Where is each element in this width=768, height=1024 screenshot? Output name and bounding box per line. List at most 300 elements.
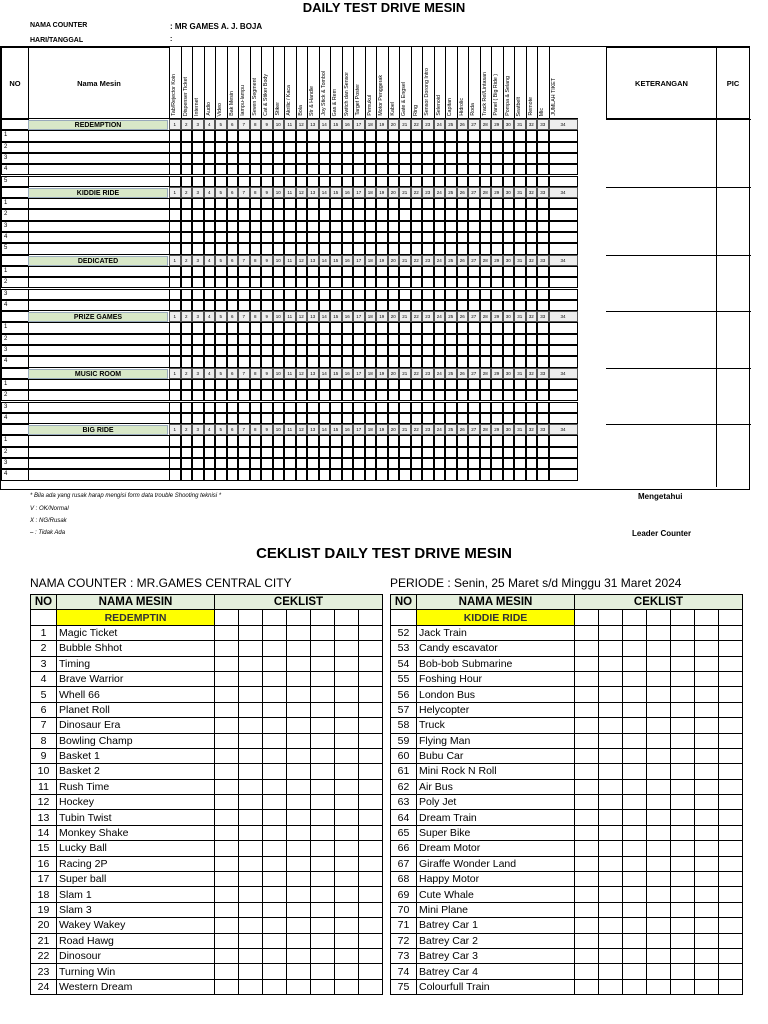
check-cell[interactable]	[599, 641, 623, 656]
check-cell[interactable]	[215, 933, 239, 948]
check-cell[interactable]	[307, 356, 319, 367]
check-cell[interactable]	[480, 469, 492, 480]
check-cell[interactable]	[296, 447, 308, 458]
check-cell[interactable]	[376, 221, 388, 232]
check-cell[interactable]	[311, 687, 335, 702]
check-cell[interactable]	[575, 641, 599, 656]
check-cell[interactable]	[503, 447, 515, 458]
check-cell[interactable]	[549, 322, 578, 333]
check-cell[interactable]	[411, 469, 423, 480]
check-cell[interactable]	[671, 656, 695, 671]
check-cell[interactable]	[263, 887, 287, 902]
check-cell[interactable]	[599, 764, 623, 779]
check-cell[interactable]	[287, 918, 311, 933]
check-cell[interactable]	[695, 979, 719, 994]
check-cell[interactable]	[647, 979, 671, 994]
check-cell[interactable]	[671, 687, 695, 702]
check-cell[interactable]	[468, 413, 480, 424]
machine-name-cell[interactable]	[28, 289, 170, 300]
check-cell[interactable]	[376, 356, 388, 367]
check-cell[interactable]	[330, 232, 342, 243]
check-cell[interactable]	[335, 872, 359, 887]
check-cell[interactable]	[388, 176, 400, 187]
check-cell[interactable]	[647, 702, 671, 717]
check-cell[interactable]	[192, 379, 204, 390]
check-cell[interactable]	[169, 198, 181, 209]
check-cell[interactable]	[215, 289, 227, 300]
check-cell[interactable]	[284, 402, 296, 413]
check-cell[interactable]	[623, 702, 647, 717]
check-cell[interactable]	[422, 164, 434, 175]
check-cell[interactable]	[376, 345, 388, 356]
check-cell[interactable]	[239, 610, 263, 625]
check-cell[interactable]	[239, 687, 263, 702]
check-cell[interactable]	[169, 209, 181, 220]
check-cell[interactable]	[284, 243, 296, 254]
check-cell[interactable]	[284, 153, 296, 164]
check-cell[interactable]	[181, 289, 193, 300]
check-cell[interactable]	[537, 176, 549, 187]
check-cell[interactable]	[445, 334, 457, 345]
check-cell[interactable]	[330, 458, 342, 469]
check-cell[interactable]	[671, 625, 695, 640]
check-cell[interactable]	[342, 402, 354, 413]
check-cell[interactable]	[376, 413, 388, 424]
check-cell[interactable]	[575, 979, 599, 994]
check-cell[interactable]	[376, 390, 388, 401]
machine-name-cell[interactable]	[28, 435, 170, 446]
check-cell[interactable]	[514, 413, 526, 424]
check-cell[interactable]	[388, 447, 400, 458]
check-cell[interactable]	[296, 209, 308, 220]
check-cell[interactable]	[263, 948, 287, 963]
check-cell[interactable]	[192, 243, 204, 254]
check-cell[interactable]	[204, 130, 216, 141]
check-cell[interactable]	[388, 300, 400, 311]
check-cell[interactable]	[526, 221, 538, 232]
check-cell[interactable]	[623, 948, 647, 963]
check-cell[interactable]	[719, 687, 743, 702]
check-cell[interactable]	[181, 402, 193, 413]
check-cell[interactable]	[623, 610, 647, 625]
check-cell[interactable]	[575, 887, 599, 902]
check-cell[interactable]	[238, 130, 250, 141]
check-cell[interactable]	[192, 345, 204, 356]
check-cell[interactable]	[353, 176, 365, 187]
check-cell[interactable]	[365, 334, 377, 345]
check-cell[interactable]	[192, 221, 204, 232]
check-cell[interactable]	[296, 277, 308, 288]
check-cell[interactable]	[526, 345, 538, 356]
check-cell[interactable]	[353, 379, 365, 390]
check-cell[interactable]	[365, 300, 377, 311]
check-cell[interactable]	[388, 130, 400, 141]
check-cell[interactable]	[250, 300, 262, 311]
check-cell[interactable]	[284, 458, 296, 469]
check-cell[interactable]	[491, 153, 503, 164]
check-cell[interactable]	[491, 232, 503, 243]
check-cell[interactable]	[491, 402, 503, 413]
check-cell[interactable]	[411, 390, 423, 401]
check-cell[interactable]	[263, 656, 287, 671]
check-cell[interactable]	[480, 289, 492, 300]
check-cell[interactable]	[719, 702, 743, 717]
check-cell[interactable]	[287, 656, 311, 671]
check-cell[interactable]	[296, 300, 308, 311]
check-cell[interactable]	[342, 232, 354, 243]
check-cell[interactable]	[296, 345, 308, 356]
check-cell[interactable]	[491, 469, 503, 480]
check-cell[interactable]	[287, 964, 311, 979]
check-cell[interactable]	[434, 153, 446, 164]
check-cell[interactable]	[335, 948, 359, 963]
check-cell[interactable]	[238, 390, 250, 401]
check-cell[interactable]	[261, 413, 273, 424]
check-cell[interactable]	[296, 289, 308, 300]
check-cell[interactable]	[284, 142, 296, 153]
check-cell[interactable]	[376, 458, 388, 469]
check-cell[interactable]	[388, 289, 400, 300]
check-cell[interactable]	[526, 469, 538, 480]
check-cell[interactable]	[239, 641, 263, 656]
check-cell[interactable]	[388, 277, 400, 288]
check-cell[interactable]	[181, 300, 193, 311]
check-cell[interactable]	[169, 402, 181, 413]
check-cell[interactable]	[169, 322, 181, 333]
check-cell[interactable]	[311, 656, 335, 671]
check-cell[interactable]	[434, 164, 446, 175]
check-cell[interactable]	[192, 322, 204, 333]
check-cell[interactable]	[342, 300, 354, 311]
check-cell[interactable]	[480, 221, 492, 232]
check-cell[interactable]	[238, 322, 250, 333]
check-cell[interactable]	[365, 142, 377, 153]
check-cell[interactable]	[514, 153, 526, 164]
check-cell[interactable]	[169, 164, 181, 175]
check-cell[interactable]	[319, 458, 331, 469]
check-cell[interactable]	[491, 300, 503, 311]
check-cell[interactable]	[359, 748, 383, 763]
check-cell[interactable]	[457, 469, 469, 480]
check-cell[interactable]	[599, 856, 623, 871]
check-cell[interactable]	[671, 702, 695, 717]
check-cell[interactable]	[284, 379, 296, 390]
check-cell[interactable]	[537, 289, 549, 300]
check-cell[interactable]	[192, 277, 204, 288]
check-cell[interactable]	[411, 413, 423, 424]
check-cell[interactable]	[365, 469, 377, 480]
check-cell[interactable]	[335, 687, 359, 702]
check-cell[interactable]	[445, 164, 457, 175]
check-cell[interactable]	[445, 232, 457, 243]
check-cell[interactable]	[353, 153, 365, 164]
check-cell[interactable]	[204, 142, 216, 153]
check-cell[interactable]	[359, 625, 383, 640]
check-cell[interactable]	[575, 918, 599, 933]
check-cell[interactable]	[215, 458, 227, 469]
check-cell[interactable]	[342, 221, 354, 232]
check-cell[interactable]	[261, 379, 273, 390]
check-cell[interactable]	[273, 164, 285, 175]
check-cell[interactable]	[204, 379, 216, 390]
check-cell[interactable]	[503, 142, 515, 153]
check-cell[interactable]	[445, 243, 457, 254]
check-cell[interactable]	[422, 232, 434, 243]
check-cell[interactable]	[227, 322, 239, 333]
check-cell[interactable]	[335, 625, 359, 640]
check-cell[interactable]	[215, 164, 227, 175]
check-cell[interactable]	[647, 671, 671, 686]
check-cell[interactable]	[250, 153, 262, 164]
check-cell[interactable]	[422, 390, 434, 401]
check-cell[interactable]	[330, 379, 342, 390]
check-cell[interactable]	[491, 243, 503, 254]
check-cell[interactable]	[250, 289, 262, 300]
check-cell[interactable]	[359, 610, 383, 625]
check-cell[interactable]	[342, 176, 354, 187]
check-cell[interactable]	[342, 345, 354, 356]
check-cell[interactable]	[335, 641, 359, 656]
check-cell[interactable]	[457, 266, 469, 277]
check-cell[interactable]	[330, 198, 342, 209]
check-cell[interactable]	[330, 221, 342, 232]
check-cell[interactable]	[480, 232, 492, 243]
check-cell[interactable]	[181, 447, 193, 458]
check-cell[interactable]	[549, 232, 578, 243]
check-cell[interactable]	[215, 902, 239, 917]
check-cell[interactable]	[514, 164, 526, 175]
check-cell[interactable]	[457, 402, 469, 413]
check-cell[interactable]	[296, 176, 308, 187]
check-cell[interactable]	[342, 447, 354, 458]
check-cell[interactable]	[549, 277, 578, 288]
check-cell[interactable]	[250, 243, 262, 254]
check-cell[interactable]	[480, 153, 492, 164]
check-cell[interactable]	[273, 322, 285, 333]
check-cell[interactable]	[365, 402, 377, 413]
check-cell[interactable]	[215, 176, 227, 187]
check-cell[interactable]	[227, 289, 239, 300]
check-cell[interactable]	[307, 198, 319, 209]
check-cell[interactable]	[719, 671, 743, 686]
check-cell[interactable]	[261, 130, 273, 141]
check-cell[interactable]	[457, 232, 469, 243]
check-cell[interactable]	[468, 469, 480, 480]
check-cell[interactable]	[671, 887, 695, 902]
check-cell[interactable]	[284, 435, 296, 446]
check-cell[interactable]	[215, 232, 227, 243]
check-cell[interactable]	[434, 243, 446, 254]
check-cell[interactable]	[526, 334, 538, 345]
check-cell[interactable]	[319, 153, 331, 164]
check-cell[interactable]	[319, 198, 331, 209]
check-cell[interactable]	[239, 948, 263, 963]
check-cell[interactable]	[342, 413, 354, 424]
check-cell[interactable]	[359, 872, 383, 887]
check-cell[interactable]	[181, 266, 193, 277]
check-cell[interactable]	[719, 841, 743, 856]
check-cell[interactable]	[204, 266, 216, 277]
check-cell[interactable]	[695, 841, 719, 856]
check-cell[interactable]	[480, 300, 492, 311]
check-cell[interactable]	[434, 266, 446, 277]
check-cell[interactable]	[399, 458, 411, 469]
check-cell[interactable]	[239, 718, 263, 733]
check-cell[interactable]	[468, 289, 480, 300]
check-cell[interactable]	[365, 447, 377, 458]
check-cell[interactable]	[263, 810, 287, 825]
check-cell[interactable]	[537, 458, 549, 469]
check-cell[interactable]	[311, 933, 335, 948]
check-cell[interactable]	[261, 390, 273, 401]
check-cell[interactable]	[480, 413, 492, 424]
check-cell[interactable]	[204, 300, 216, 311]
check-cell[interactable]	[238, 232, 250, 243]
check-cell[interactable]	[422, 435, 434, 446]
check-cell[interactable]	[549, 447, 578, 458]
check-cell[interactable]	[335, 671, 359, 686]
check-cell[interactable]	[239, 933, 263, 948]
machine-name-cell[interactable]	[28, 345, 170, 356]
check-cell[interactable]	[215, 733, 239, 748]
check-cell[interactable]	[250, 334, 262, 345]
check-cell[interactable]	[263, 718, 287, 733]
check-cell[interactable]	[335, 702, 359, 717]
check-cell[interactable]	[273, 345, 285, 356]
check-cell[interactable]	[359, 948, 383, 963]
check-cell[interactable]	[526, 447, 538, 458]
check-cell[interactable]	[537, 130, 549, 141]
check-cell[interactable]	[192, 142, 204, 153]
check-cell[interactable]	[399, 379, 411, 390]
check-cell[interactable]	[263, 764, 287, 779]
check-cell[interactable]	[422, 334, 434, 345]
check-cell[interactable]	[365, 232, 377, 243]
check-cell[interactable]	[215, 656, 239, 671]
check-cell[interactable]	[250, 322, 262, 333]
check-cell[interactable]	[169, 232, 181, 243]
machine-name-cell[interactable]	[28, 413, 170, 424]
check-cell[interactable]	[227, 447, 239, 458]
check-cell[interactable]	[376, 232, 388, 243]
check-cell[interactable]	[549, 435, 578, 446]
check-cell[interactable]	[575, 795, 599, 810]
check-cell[interactable]	[192, 209, 204, 220]
check-cell[interactable]	[330, 334, 342, 345]
check-cell[interactable]	[215, 334, 227, 345]
check-cell[interactable]	[261, 209, 273, 220]
check-cell[interactable]	[549, 334, 578, 345]
check-cell[interactable]	[719, 625, 743, 640]
check-cell[interactable]	[238, 447, 250, 458]
check-cell[interactable]	[422, 447, 434, 458]
check-cell[interactable]	[204, 402, 216, 413]
check-cell[interactable]	[287, 764, 311, 779]
check-cell[interactable]	[514, 322, 526, 333]
check-cell[interactable]	[537, 435, 549, 446]
check-cell[interactable]	[671, 964, 695, 979]
check-cell[interactable]	[307, 322, 319, 333]
check-cell[interactable]	[549, 243, 578, 254]
check-cell[interactable]	[192, 300, 204, 311]
check-cell[interactable]	[215, 130, 227, 141]
check-cell[interactable]	[526, 209, 538, 220]
check-cell[interactable]	[399, 266, 411, 277]
check-cell[interactable]	[287, 702, 311, 717]
check-cell[interactable]	[468, 402, 480, 413]
check-cell[interactable]	[599, 979, 623, 994]
check-cell[interactable]	[376, 447, 388, 458]
check-cell[interactable]	[330, 435, 342, 446]
check-cell[interactable]	[287, 641, 311, 656]
check-cell[interactable]	[445, 413, 457, 424]
check-cell[interactable]	[365, 209, 377, 220]
check-cell[interactable]	[311, 702, 335, 717]
check-cell[interactable]	[227, 379, 239, 390]
check-cell[interactable]	[422, 130, 434, 141]
check-cell[interactable]	[215, 243, 227, 254]
check-cell[interactable]	[575, 810, 599, 825]
check-cell[interactable]	[549, 300, 578, 311]
check-cell[interactable]	[342, 322, 354, 333]
check-cell[interactable]	[284, 232, 296, 243]
check-cell[interactable]	[468, 130, 480, 141]
check-cell[interactable]	[411, 243, 423, 254]
check-cell[interactable]	[365, 277, 377, 288]
check-cell[interactable]	[296, 322, 308, 333]
check-cell[interactable]	[365, 345, 377, 356]
check-cell[interactable]	[526, 243, 538, 254]
machine-name-cell[interactable]	[28, 379, 170, 390]
check-cell[interactable]	[719, 610, 743, 625]
check-cell[interactable]	[647, 918, 671, 933]
check-cell[interactable]	[353, 413, 365, 424]
check-cell[interactable]	[549, 130, 578, 141]
check-cell[interactable]	[434, 300, 446, 311]
check-cell[interactable]	[647, 718, 671, 733]
check-cell[interactable]	[480, 142, 492, 153]
check-cell[interactable]	[514, 390, 526, 401]
check-cell[interactable]	[192, 356, 204, 367]
check-cell[interactable]	[445, 390, 457, 401]
check-cell[interactable]	[503, 266, 515, 277]
check-cell[interactable]	[307, 289, 319, 300]
check-cell[interactable]	[359, 687, 383, 702]
check-cell[interactable]	[319, 469, 331, 480]
check-cell[interactable]	[284, 198, 296, 209]
check-cell[interactable]	[457, 435, 469, 446]
check-cell[interactable]	[353, 435, 365, 446]
check-cell[interactable]	[261, 402, 273, 413]
check-cell[interactable]	[273, 232, 285, 243]
check-cell[interactable]	[250, 413, 262, 424]
check-cell[interactable]	[330, 277, 342, 288]
check-cell[interactable]	[695, 656, 719, 671]
check-cell[interactable]	[514, 356, 526, 367]
check-cell[interactable]	[287, 948, 311, 963]
check-cell[interactable]	[445, 221, 457, 232]
check-cell[interactable]	[599, 702, 623, 717]
check-cell[interactable]	[575, 933, 599, 948]
check-cell[interactable]	[695, 872, 719, 887]
check-cell[interactable]	[422, 469, 434, 480]
check-cell[interactable]	[365, 266, 377, 277]
check-cell[interactable]	[434, 356, 446, 367]
check-cell[interactable]	[204, 334, 216, 345]
check-cell[interactable]	[457, 176, 469, 187]
check-cell[interactable]	[503, 402, 515, 413]
check-cell[interactable]	[215, 702, 239, 717]
